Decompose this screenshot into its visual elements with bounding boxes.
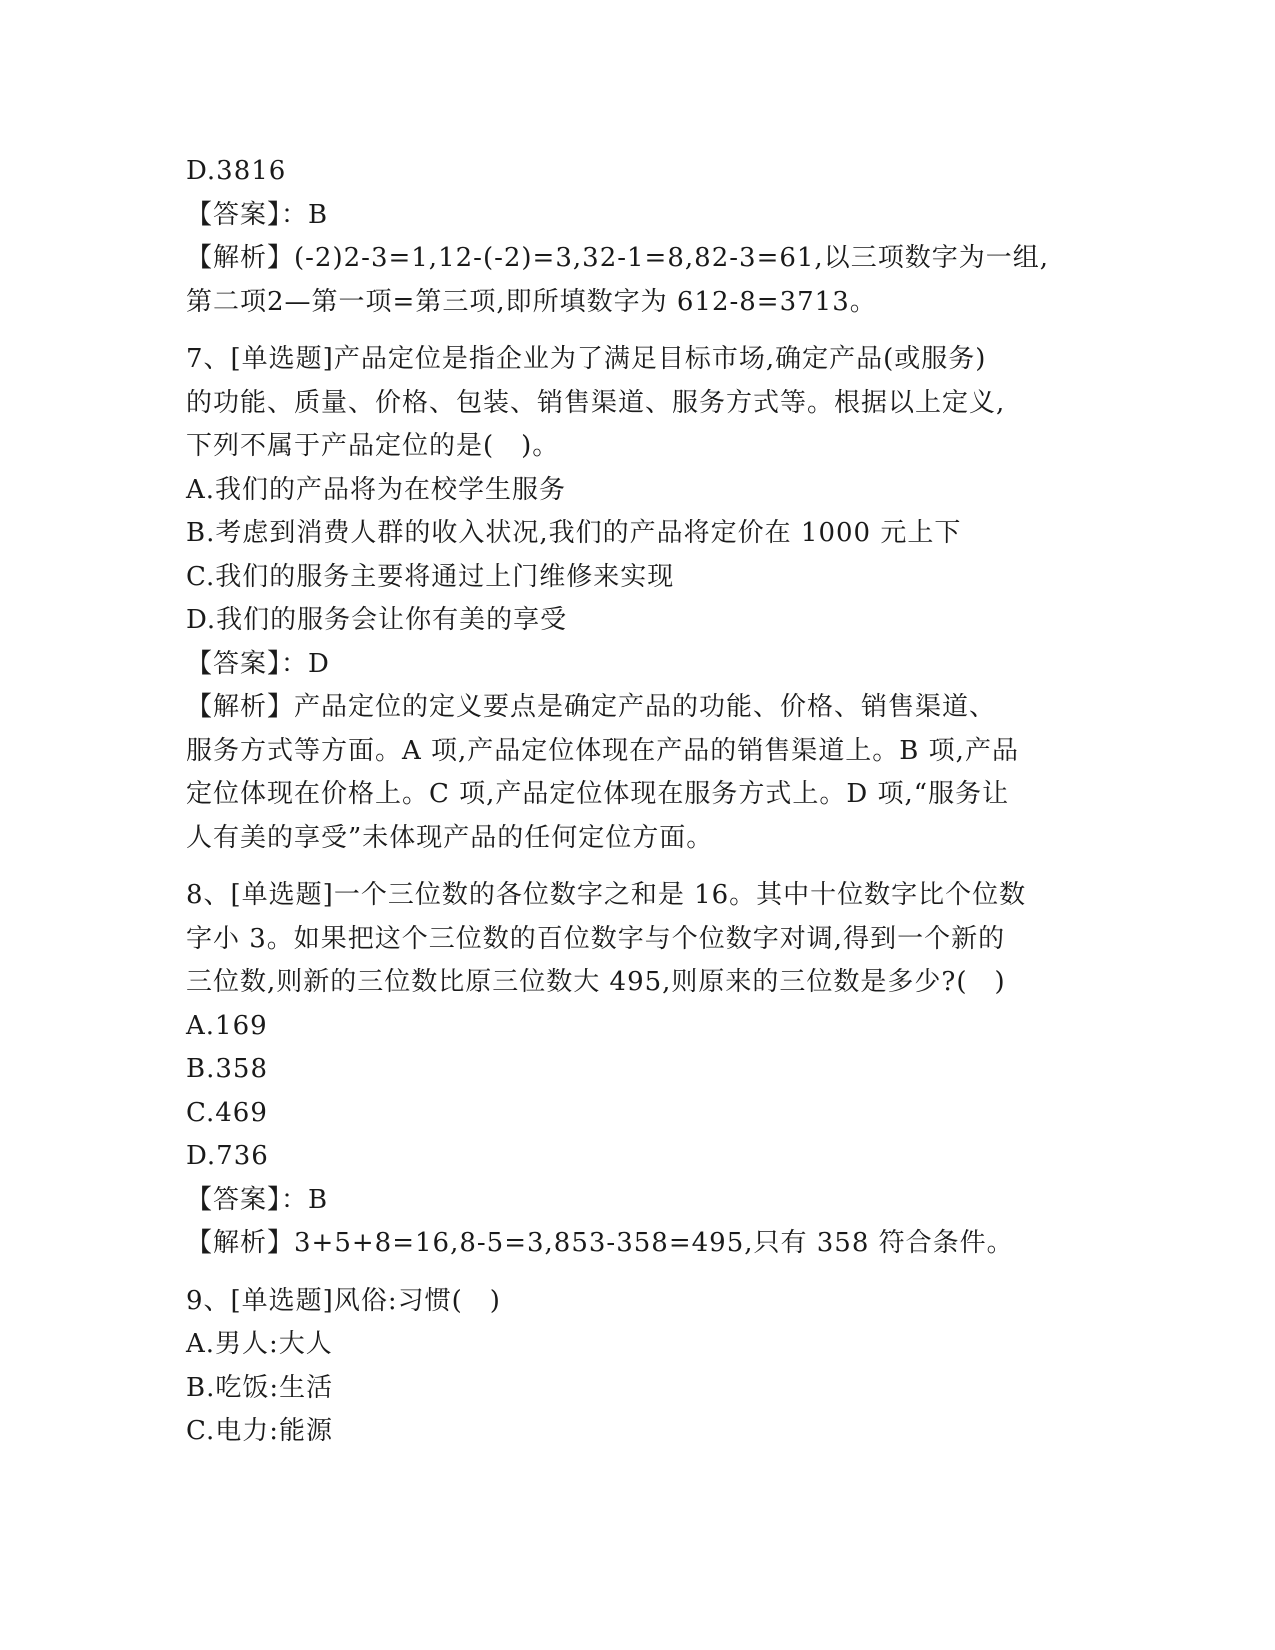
- q7-option-d: D.我们的服务会让你有美的享受: [186, 605, 568, 635]
- q6-analysis-line-2: 第二项2—第一项=第三项,即所填数字为 612-8=3713。: [186, 286, 877, 317]
- q9-option-a: A.男人:大人: [186, 1329, 333, 1359]
- q8-analysis-line-1: 【解析】3+5+8=16,8-5=3,853-358=495,只有 358 符合条件。: [186, 1228, 1014, 1258]
- q7-option-a: A.我们的产品将为在校学生服务: [186, 474, 567, 505]
- q7-analysis-line-2: 服务方式等方面。A 项,产品定位体现在产品的销售渠道上。B 项,产品: [186, 735, 1019, 766]
- q7-stem-line-1: 7、[单选题]产品定位是指企业为了满足目标市场,确定产品(或服务): [186, 344, 987, 374]
- question-6-tail: [186, 150, 1086, 324]
- q8-option-c: C.469: [186, 1097, 268, 1128]
- q9-stem-line-1: 9、[单选题]风俗:习惯( ): [186, 1285, 501, 1316]
- q7-answer: 【答案】：D: [186, 648, 330, 679]
- q6-answer: 【答案】：B: [186, 199, 329, 230]
- q9-option-b: B.吃饭:生活: [186, 1372, 334, 1403]
- q6-analysis-line-1: 【解析】(-2)2-3=1,12-(-2)=3,32-1=8,82-3=61,以三项数字为一组,: [186, 243, 1049, 273]
- q7-option-b: B.考虑到消费人群的收入状况,我们的产品将定价在 1000 元上下: [186, 518, 962, 548]
- q7-analysis-line-1: 【解析】产品定位的定义要点是确定产品的功能、价格、销售渠道、: [186, 692, 997, 722]
- q7-analysis-line-4: 人有美的享受”未体现产品的任何定位方面。: [186, 822, 714, 853]
- q7-analysis-line-3: 定位体现在价格上。C 项,产品定位体现在服务方式上。D 项,“服务让: [186, 779, 1010, 809]
- spacer: [186, 1266, 1086, 1280]
- q8-stem-line-2: 字小 3。如果把这个三位数的百位数字与个位数字对调,得到一个新的: [186, 923, 1006, 954]
- spacer: [186, 860, 1086, 874]
- question-9: [186, 1280, 1086, 1454]
- q8-stem-line-1: 8、[单选题]一个三位数的各位数字之和是 16。其中十位数字比个位数: [186, 880, 1027, 910]
- q8-option-a: A.169: [186, 1010, 268, 1041]
- q7-stem-line-3: 下列不属于产品定位的是( )。: [186, 431, 560, 461]
- document-page: [186, 150, 1086, 1454]
- q7-option-c: C.我们的服务主要将通过上门维修来实现: [186, 561, 675, 592]
- q8-stem-line-3: 三位数,则新的三位数比原三位数大 495,则原来的三位数是多少?( ): [186, 967, 1006, 997]
- q7-stem-line-2: 的功能、质量、价格、包装、销售渠道、服务方式等。根据以上定义,: [186, 387, 1006, 418]
- q8-option-b: B.358: [186, 1054, 268, 1084]
- spacer: [186, 324, 1086, 338]
- q6-option-d: D.3816: [186, 156, 287, 186]
- question-7: [186, 338, 1086, 860]
- q9-option-c: C.电力:能源: [186, 1416, 333, 1446]
- q8-answer: 【答案】：B: [186, 1184, 329, 1215]
- question-8: [186, 874, 1086, 1266]
- q8-option-d: D.736: [186, 1141, 269, 1171]
